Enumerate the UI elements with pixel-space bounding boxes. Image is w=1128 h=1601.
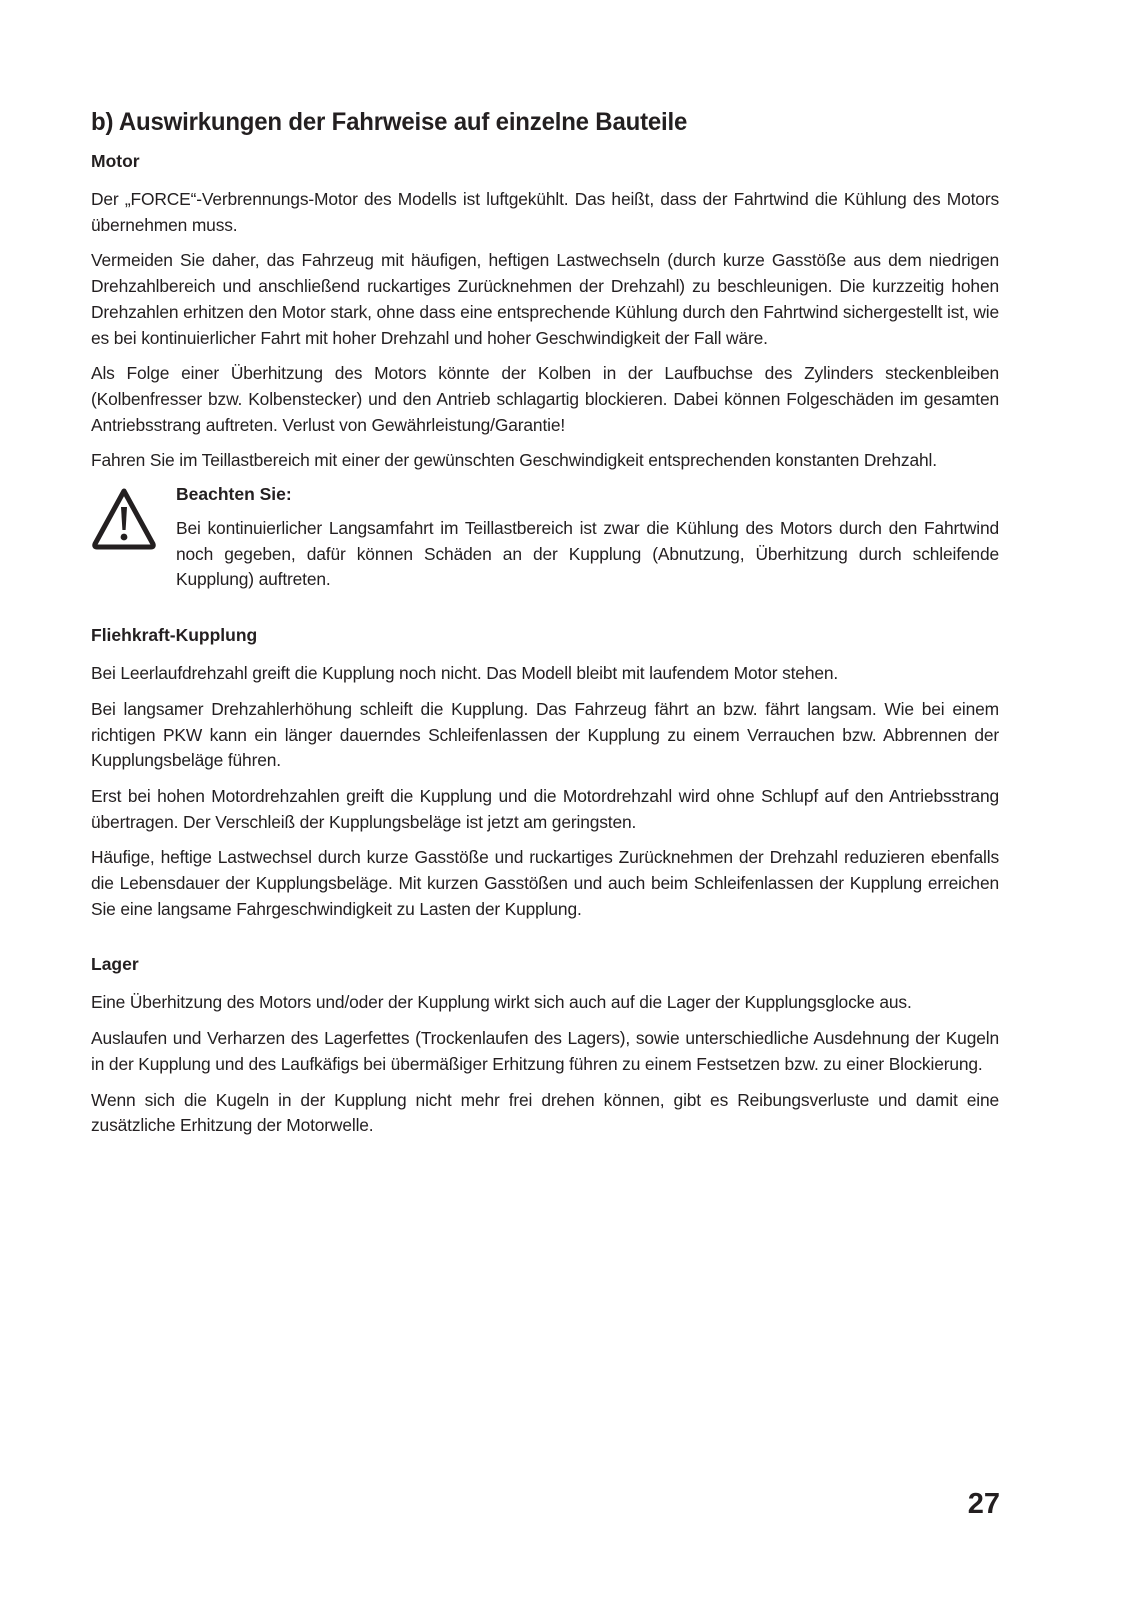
subheading-motor: Motor (91, 151, 140, 171)
paragraph: Bei langsamer Drehzahlerhöhung schleift die Kupplung. Das Fahrzeug fährt an bzw. fährt langsam. Wie bei einem richtigen PKW kann ein länger dauerndes Schleifenlassen der Kupplung zu einem Verrauchen bzw. Abbrennen der Kupplungsbeläge führen. (91, 698, 999, 771)
spacer (91, 932, 999, 954)
paragraph: Fahren Sie im Teillastbereich mit einer der gewünschten Geschwindigkeit entsprechenden konstanten Drehzahl. (91, 450, 937, 471)
paragraph: Häufige, heftige Lastwechsel durch kurze Gasstöße und ruckartiges Zurücknehmen der Drehzahl reduzieren ebenfalls die Lebensdauer der Kupplungsbeläge. Mit kurzen Gasstößen und auch beim Schleifenlassen der Kupplung erreichen Sie eine langsame Fahrgeschwindigkeit zu Lasten der Kupplung. (91, 847, 999, 919)
paragraph: Der „FORCE“-Verbrennungs-Motor des Modells ist luftgekühlt. Das heißt, dass der Fahrtwind die Kühlung des Motors übernehmen muss. (91, 189, 999, 235)
paragraph: Eine Überhitzung des Motors und/oder der Kupplung wirkt sich auch auf die Lager der Kupplungsglocke aus. (91, 992, 912, 1013)
section-heading: b) Auswirkungen der Fahrweise auf einzelne Bauteile (91, 108, 688, 136)
paragraph: Auslaufen und Verharzen des Lagerfettes (Trockenlaufen des Lagers), sowie unterschiedliche Ausdehnung der Kugeln in der Kupplung und des Laufkäfigs bei übermäßiger Erhitzung führen zu einem Festsetzen bzw. zu einer Blockierung. (91, 1028, 999, 1074)
paragraph: Erst bei hohen Motordrehzahlen greift die Kupplung und die Motordrehzahl wird ohne Schlupf auf den Antriebsstrang übertragen. Der Verschleiß der Kupplungsbeläge ist jetzt am geringsten. (91, 785, 999, 832)
page-number: 27 (967, 1488, 1000, 1520)
warning-note (91, 484, 999, 603)
paragraph: Wenn sich die Kugeln in der Kupplung nicht mehr frei drehen können, gibt es Reibungsverluste und damit eine zusätzliche Erhitzung der Motorwelle. (91, 1089, 999, 1136)
note-body (176, 484, 999, 603)
paragraph: Bei Leerlaufdrehzahl greift die Kupplung noch nicht. Das Modell bleibt mit laufendem Motor stehen. (91, 663, 839, 684)
warning-triangle-icon (91, 486, 157, 552)
paragraph: Als Folge einer Überhitzung des Motors könnte der Kolben in der Laufbuchse des Zylinders steckenbleiben (Kolbenfresser bzw. Kolbenstecker) und den Antrieb schlagartig blockieren. Dabei können Folgeschäden im gesamten Antriebsstrang auftreten. Verlust von Gewährleistung/Garantie! (91, 363, 999, 435)
page-content (91, 108, 999, 1149)
spacer (91, 603, 999, 625)
note-text: Bei kontinuierlicher Langsamfahrt im Teillastbereich ist zwar die Kühlung des Motors durch den Fahrtwind noch gegeben, dafür können Schäden an der Kupplung (Abnutzung, Überhitzung durch schleifende Kupplung) auftreten. (176, 518, 999, 590)
paragraph: Vermeiden Sie daher, das Fahrzeug mit häufigen, heftigen Lastwechseln (durch kurze Gasstöße aus dem niedrigen Drehzahlbereich und anschließend ruckartiges Zurücknehmen der Drehzahl) zu beschleunigen. Die kurzzeitig hohen Drehzahlen erhitzen den Motor stark, ohne dass eine entsprechende Kühlung durch den Fahrtwind sichergestellt ist, wie es bei kontinuierlicher Fahrt mit hoher Drehzahl und hoher Geschwindigkeit der Fall wäre. (91, 250, 999, 348)
subheading-kupplung: Fliehkraft-Kupplung (91, 625, 258, 646)
note-title: Beachten Sie: (176, 484, 292, 505)
subheading-lager: Lager (91, 954, 139, 975)
